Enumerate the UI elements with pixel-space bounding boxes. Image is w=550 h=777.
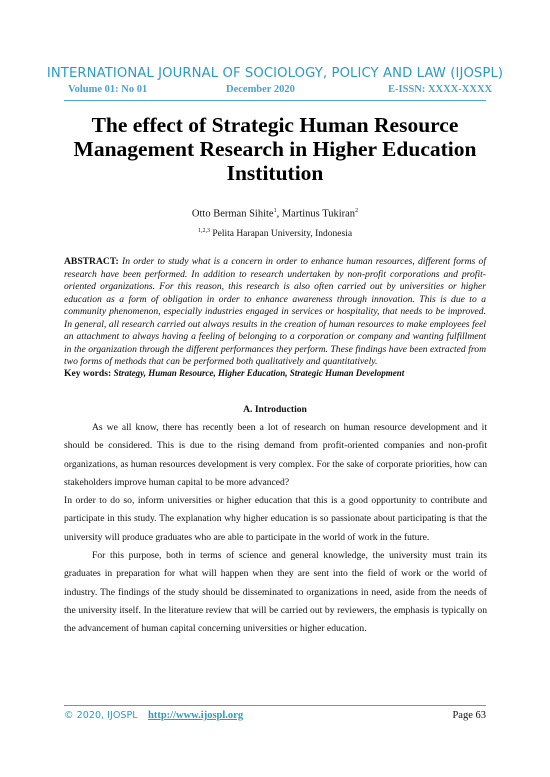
footer-divider (64, 705, 486, 706)
article-title: The effect of Strategic Human Resource Management Research in Higher Education Institution (73, 113, 477, 185)
keywords-label: Key words: (64, 368, 112, 379)
affiliation-text: Pelita Harapan University, Indonesia (212, 229, 353, 240)
abstract-text: In order to study what is a concern in order to enhance human resources, different forms of research have been performed. In addition to research undertaken by non-profit corporations and profit-oriented organizations. For this reason, this research is also often carried out by universities or higher education as a form of obligation in order to enhance awareness through innovation. This is due to a community phenomenon, especially industries engaged in services or hospitality, that needs to be improved. In general, all research carried out always results in the creation of human resources to make employees feel an attachment to always having a feeling of belonging to a corporation or company and wanting fulfillment in the organization through the different performances they perform. These findings have been extracted from two forms of methods that can be performed both qualitatively and quantitatively. (64, 256, 486, 367)
journal-date: December 2020 (226, 84, 295, 95)
journal-name: INTERNATIONAL JOURNAL OF SOCIOLOGY, POLICY AND LAW (IJOSPL) (46, 66, 504, 81)
author-name: Martinus Tukiran (281, 208, 356, 220)
affiliation-superscript: 1,2,3 (197, 228, 210, 234)
section-body (64, 419, 487, 639)
author-superscript: 2 (355, 208, 359, 214)
body-paragraph: As we all know, there has recently been a lot of research on human resource development and it should be considered. This is due to the rising demand from profit-oriented companies and non-profit organizations, as human resources development is very complex. For the sake of corporate priorities, how can stakeholders improve human capital to be more advanced? (64, 422, 487, 488)
author-line (0, 208, 550, 220)
page-number: Page 63 (452, 710, 486, 721)
section-heading: A. Introduction (243, 404, 307, 415)
body-paragraph: For this purpose, both in terms of science and general knowledge, the university must train its graduates in preparation for what will happen when they are sent into the field of work or the world of industry. The findings of the study should be disseminated to organizations in need, aside from the needs of the university itself. In the literature review that will be carried out by reviewers, the emphasis is typically on the advancement of human capital concerning universities or higher education. (64, 550, 487, 635)
journal-volume: Volume 01: No 01 (68, 84, 148, 95)
abstract (64, 256, 486, 369)
affiliation (0, 228, 550, 239)
header-divider (64, 100, 486, 101)
abstract-label: ABSTRACT: (64, 256, 119, 267)
author-superscript: 1 (273, 208, 277, 214)
body-paragraph: In order to do so, inform universities or higher education that this is a good opportunity to contribute and participate in this study. The explanation why higher education is so passionate about participating is that the university will produce graduates who are able to participate in the world of work in the future. (64, 495, 487, 543)
footer-copyright: © 2020, IJOSPL (64, 710, 138, 721)
author-name: Otto Berman Sihite (191, 208, 274, 220)
footer-url-link[interactable]: http://www.ijospl.org (148, 710, 244, 721)
keywords-text: Strategy, Human Resource, Higher Education, Strategic Human Development (113, 368, 405, 378)
keywords (64, 368, 486, 379)
journal-issn: E-ISSN: XXXX-XXXX (388, 84, 493, 95)
author-separator: , (276, 208, 282, 220)
